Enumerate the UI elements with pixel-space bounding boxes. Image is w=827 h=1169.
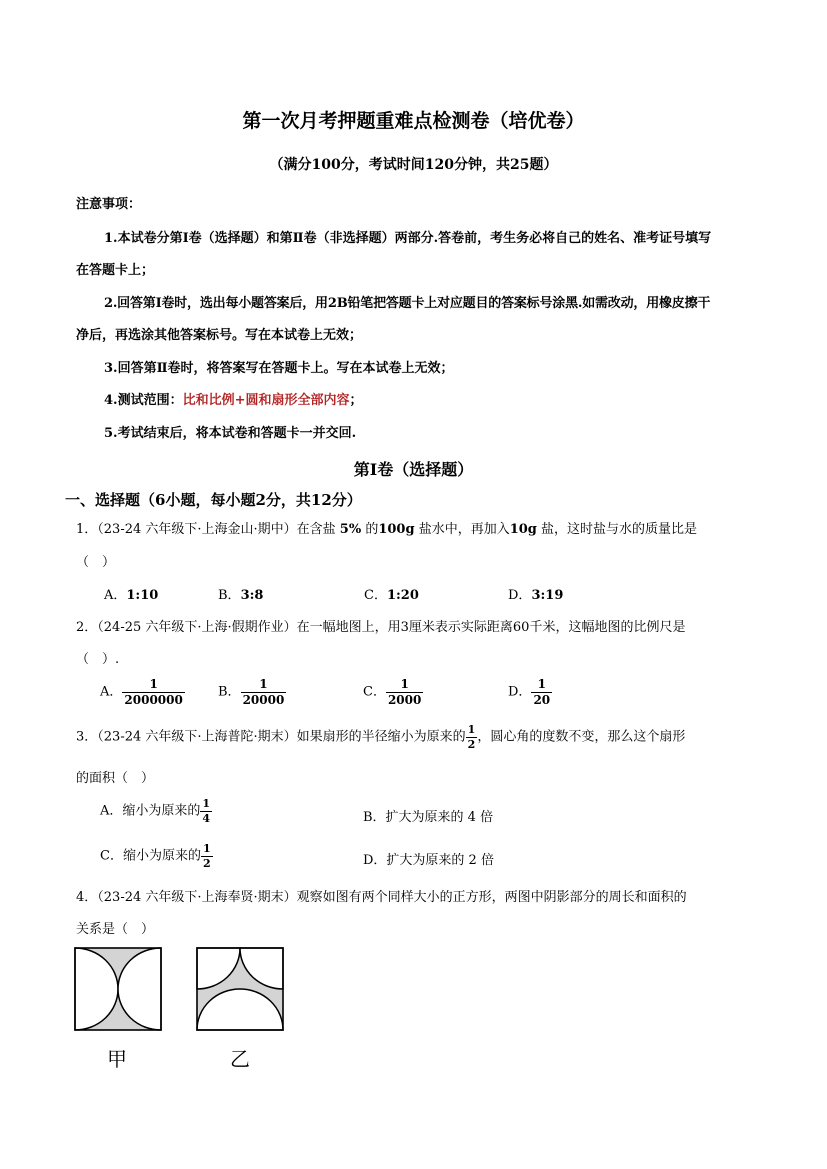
note-1-line-1: 1.本试卷分第Ⅰ卷（选择题）和第Ⅱ卷（非选择题）两部分.答卷前，考生务必将自己的姓名、准考证号填写 [104, 231, 712, 246]
q1-text-b: 的 [361, 522, 379, 537]
option-fraction [200, 798, 212, 824]
fraction-denominator: 2 [202, 856, 211, 870]
part-1-heading: 第Ⅰ卷（选择题） [353, 460, 474, 479]
option-value: 1:10 [126, 588, 159, 603]
fraction-denominator: 4 [202, 811, 211, 825]
page-title: 第一次月考押题重难点检测卷（培优卷） [242, 110, 585, 132]
figure-jia-label: 甲 [107, 1047, 127, 1071]
question-2-text: 2．（24-25 六年级下·上海·假期作业）在一幅地图上，用3厘米表示实际距离60千米，这幅地图的比例尺是 [76, 620, 686, 635]
note-4-prefix: 4.测试范围： [104, 393, 183, 408]
option-label: D． [508, 588, 532, 603]
option-label: D． [508, 684, 532, 700]
q3-option-a[interactable] [100, 798, 212, 824]
q2-option-c[interactable] [363, 678, 423, 706]
option-value: 3:8 [240, 588, 264, 603]
fraction-denominator: 2000000 [124, 692, 183, 707]
option-fraction [386, 678, 423, 706]
option-label: A． [100, 684, 123, 700]
section-title: 一、选择题（6小题，每小题2分，共12分） [65, 491, 362, 509]
question-4-text: 4．（23-24 六年级下·上海奉贤·期末）观察如图有两个同样大小的正方形，两图中阴影部分的周长和面积的 [76, 890, 687, 905]
q1-value-mass: 100g [378, 522, 415, 537]
question-1-text [76, 518, 697, 537]
option-label: A．缩小为原来的 [100, 803, 201, 819]
q1-value-concentration: 5% [339, 522, 362, 537]
q1-text-c: 盐水中，再加入 [414, 522, 510, 537]
q2-option-d[interactable] [508, 678, 552, 706]
option-value: 1:20 [386, 588, 419, 603]
note-2-line-2: 净后，再选涂其他答案标号。写在本试卷上无效； [76, 328, 363, 343]
q2-answer-blank: （ ）. [76, 652, 120, 667]
test-scope: 比和比例+圆和扇形全部内容 [182, 393, 350, 408]
option-fraction [531, 678, 552, 706]
q1-text-a: 1．（23-24 六年级下·上海金山·期中）在含盐 [76, 522, 340, 537]
figure-jia [74, 947, 164, 1033]
q1-answer-blank: （ ） [76, 555, 116, 570]
q1-option-b[interactable] [218, 584, 263, 603]
fraction-denominator: 2 [467, 737, 476, 751]
fraction-denominator: 2000 [387, 692, 422, 707]
q1-option-d[interactable] [508, 584, 563, 603]
option-label: B． [218, 684, 241, 700]
q3-option-b[interactable]: B．扩大为原来的 4 倍 [363, 810, 494, 825]
fraction-numerator: 1 [202, 797, 211, 810]
fraction-numerator: 1 [400, 677, 409, 691]
q3-text-a: 3．（23-24 六年级下·上海普陀·期末）如果扇形的半径缩小为原来的 [76, 729, 466, 745]
note-3: 3.回答第Ⅱ卷时，将答案写在答题卡上。写在本试卷上无效； [104, 361, 454, 376]
option-fraction [201, 843, 213, 869]
q3-option-c[interactable] [100, 843, 213, 869]
q4-line-2: 关系是（ ） [76, 922, 155, 937]
question-3-text [76, 724, 685, 750]
note-4-suffix: ； [349, 393, 363, 408]
q3-fraction [466, 724, 478, 750]
notes-heading: 注意事项： [76, 197, 142, 212]
option-fraction [241, 678, 287, 706]
option-label: C． [363, 684, 386, 700]
figure-yi [196, 947, 286, 1033]
fraction-denominator: 20000 [242, 692, 285, 707]
q1-option-c[interactable] [364, 584, 419, 603]
note-4 [104, 389, 363, 408]
q2-option-b[interactable] [218, 678, 286, 706]
note-5: 5.考试结束后，将本试卷和答题卡一并交回. [104, 426, 357, 441]
q2-option-a[interactable] [100, 678, 185, 706]
fraction-numerator: 1 [149, 677, 158, 691]
note-2-line-1: 2.回答第Ⅰ卷时，选出每小题答案后，用2B铅笔把答题卡上对应题目的答案标号涂黑.如需改动，用橡皮擦干 [104, 296, 711, 311]
option-value: 3:19 [531, 588, 564, 603]
option-label: C． [364, 588, 387, 603]
fraction-numerator: 1 [537, 677, 546, 691]
fraction-numerator: 1 [467, 723, 476, 736]
option-label: C．缩小为原来的 [100, 848, 201, 864]
option-label: B． [218, 588, 241, 603]
q1-value-added: 10g [509, 522, 537, 537]
figure-yi-label: 乙 [230, 1047, 250, 1071]
note-1-line-2: 在答题卡上； [76, 263, 155, 278]
q3-text-b: ，圆心角的度数不变，那么这个扇形 [477, 729, 686, 745]
fraction-numerator: 1 [202, 842, 211, 855]
q3-option-d[interactable]: D．扩大为原来的 2 倍 [363, 853, 494, 868]
exam-info: （满分100分，考试时间120分钟，共25题） [269, 157, 558, 173]
q1-text-d: 盐，这时盐与水的质量比是 [536, 522, 698, 537]
option-label: A． [104, 588, 127, 603]
q3-line-2: 的面积（ ） [76, 771, 155, 786]
q1-option-a[interactable] [104, 584, 158, 603]
option-fraction [122, 678, 184, 706]
fraction-denominator: 20 [533, 692, 551, 707]
fraction-numerator: 1 [259, 677, 268, 691]
